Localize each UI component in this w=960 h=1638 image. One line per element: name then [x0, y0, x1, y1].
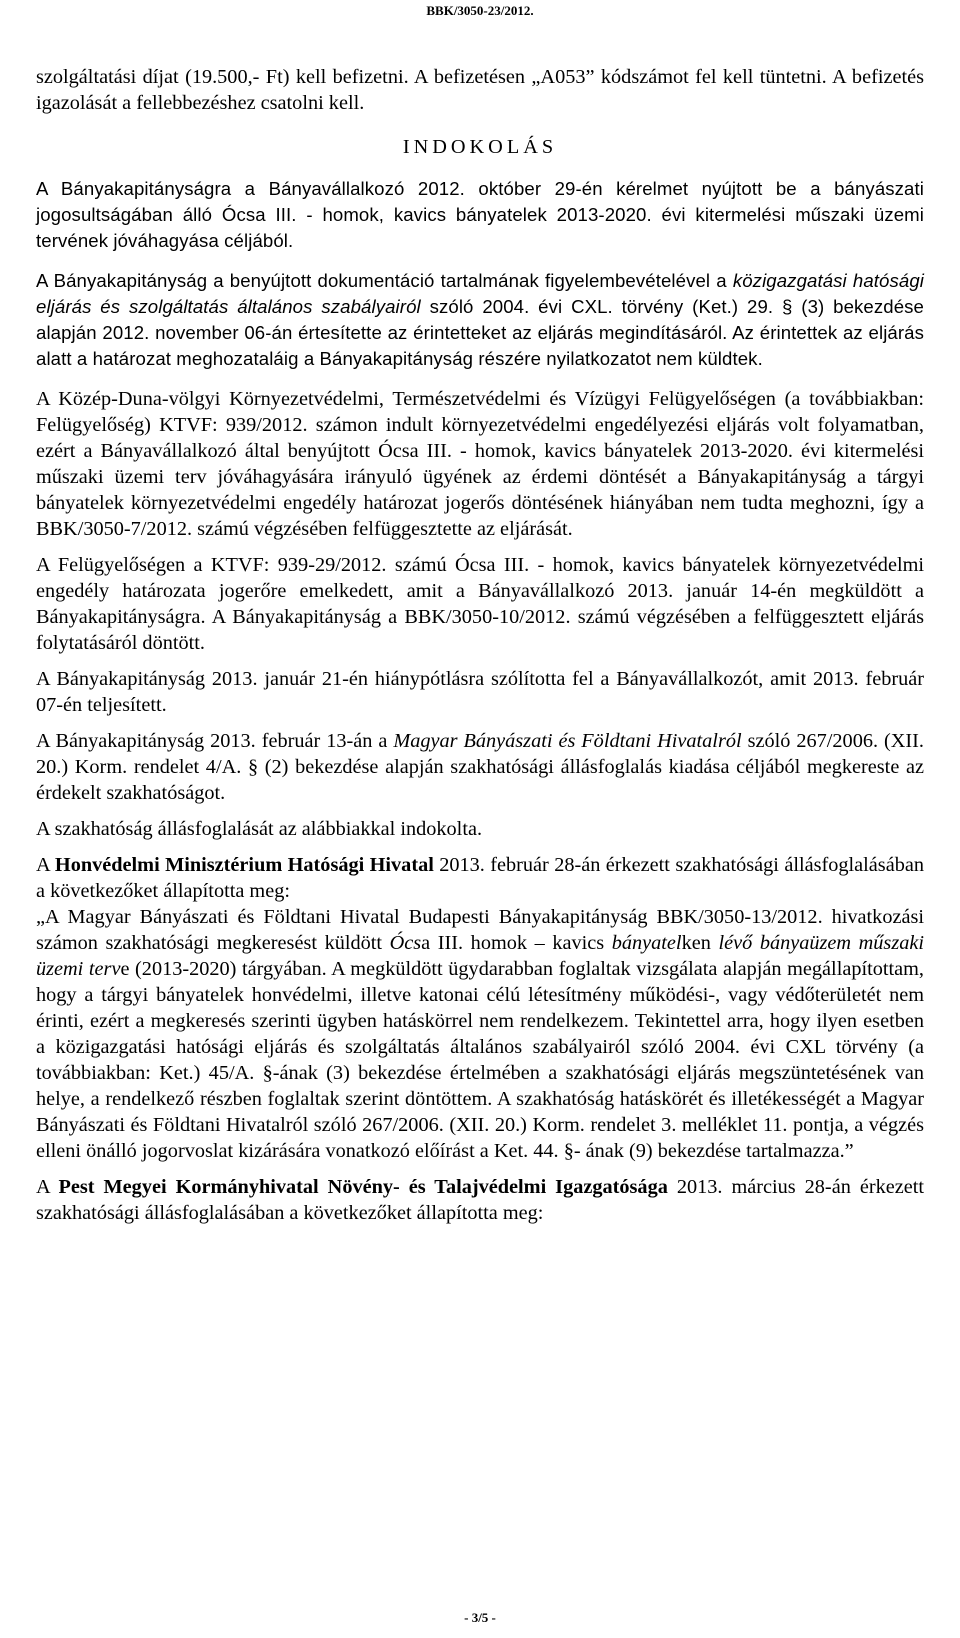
- reasoning-intro-paragraph: A szakhatóság állásfoglalását az alábbiakkal indokolta.: [36, 818, 483, 840]
- document-reference-header: BBK/3050-23/2012.: [426, 3, 534, 18]
- permit-paragraph: A Felügyelőségen a KTVF: 939-29/2012. számú Ócsa III. - homok, kavics bányatelek környezetvédelmi engedély határozata jogerőre emelkedett, amit a Bányavállalkozó 2013. január 14-én megküldött a Bányakapitányságra. A Bányakapitányság a BBK/3050-10/2012. számú végzésében a felfüggesztett eljárás folytatásáról döntött.: [36, 554, 924, 654]
- request-paragraph: A Bányakapitányságra a Bányavállalkozó 2012. október 29-én kérelmet nyújtott be a bányászati jogosultságában álló Ócsa III. - homok, kavics bányatelek 2013-2020. évi kitermelési műszaki üzemi tervének jóváhagyása céljából.: [36, 178, 924, 251]
- authority-name-bold: Honvédelmi Minisztérium Hatósági Hivatal: [54, 854, 434, 876]
- text-run: A Bányakapitányság a benyújtott dokumentáció tartalmának figyelembevételével a: [36, 270, 733, 291]
- italic-run: lévő bányaüzem műszaki üzemi terv: [36, 932, 924, 980]
- authority-name-bold: Pest Megyei Kormányhivatal Növény- és Talajvédelmi Igazgatósága: [58, 1176, 668, 1198]
- text-run: szóló 267/2006. (XII. 20.) Korm. rendelet 4/A. § (2) bekezdése alapján szakhatósági állásfoglalás kiadása céljából megkereste az érdekelt szakhatóságot.: [36, 730, 924, 804]
- text-run: A: [36, 854, 55, 876]
- italic-run: bányatel: [611, 932, 682, 954]
- plant-protection-paragraph: [36, 1174, 924, 1226]
- italic-run: Ócs: [389, 932, 422, 954]
- text-run: 2013. február 28-án érkezett szakhatósági állásfoglalásában a következőket állapította meg:: [36, 854, 924, 902]
- text-run: a III. homok – kavics: [421, 932, 612, 954]
- procedure-paragraph: [36, 268, 924, 372]
- text-run: A Bányakapitányság 2013. február 13-án a: [36, 730, 394, 752]
- deficiency-paragraph: A Bányakapitányság 2013. január 21-én hiánypótlásra szólította fel a Bányavállalkozót, amit 2013. február 07-én teljesített.: [36, 668, 924, 716]
- page-number: - 3/5 -: [464, 1610, 496, 1625]
- text-run: „A Magyar Bányászati és Földtani Hivatal Budapesti Bányakapitányság BBK/3050-13/2012. hivatkozási számon szakhatósági megkeresést küldött: [36, 906, 924, 954]
- defense-ministry-paragraph: [36, 852, 924, 1164]
- document-body: [36, 64, 924, 1236]
- law-title-italic: közigazgatási hatósági eljárás és szolgáltatás általános szabályairól: [36, 270, 924, 317]
- text-run: 2013. március 28-án érkezett szakhatósági állásfoglalásában a következőket állapította meg:: [36, 1176, 924, 1224]
- section-title: INDOKOLÁS: [402, 136, 558, 158]
- text-run: e (2013-2020) tárgyában. A megküldött ügydarabban foglaltak vizsgálata alapján megállapítottam, hogy a tárgyi bányatelek honvédelmi, illetve katonai célú létesítmény működési-, vagy védőterületét nem érinti, ezért a megkeresés szerinti ügyben hatáskörrel nem rendelkezem. Tekintettel arra, hogy ilyen esetben a közigazgatási hatósági eljárás és szolgáltatás általános szabályairól szóló 2004. évi CXL törvény (a továbbiakban: Ket.) 45/A. §-ának (3) bekezdése értelmében a szakhatósági eljárás megszüntetésének van helye, a rendelkező részben foglaltak szerint döntöttem. A szakhatóság hatáskörét és illetékességét a Magyar Bányászati és Földtani Hivatalról szóló 267/2006. (XII. 20.) Korm. rendelet 3. melléklet 11. pontja, a végzés elleni önálló jogorvoslat kizárására vonatkozó előírást a Ket. 44. §- ának (9) bekezdése tartalmazza.”: [36, 958, 924, 1162]
- inspectorate-paragraph: A Közép-Duna-völgyi Környezetvédelmi, Természetvédelmi és Vízügyi Felügyelőségen (a továbbiakban: Felügyelőség) KTVF: 939/2012. számon indult környezetvédelmi engedélyezési eljárás volt folyamatban, ezért a Bányavállalkozó által benyújtott Ócsa III. - homok, kavics bányatelek 2013-2020. évi kitermelési műszaki üzemi terv jóváhagyására irányuló ügyének az érdemi döntését a Bányakapitányság a tárgyi bányatelek környezetvédelmi engedély határozat jogerős döntésének hiányában nem tudta meghozni, így a BBK/3050-7/2012. számú végzésében felfüggesztette az eljárását.: [36, 388, 924, 540]
- text-run: ken: [681, 932, 719, 954]
- text-run: A: [36, 1176, 59, 1198]
- fee-paragraph: szolgáltatási díjat (19.500,- Ft) kell befizetni. A befizetésen „A053” kódszámot fel kell tüntetni. A befizetés igazolását a fellebbezéshez csatolni kell.: [36, 66, 924, 114]
- office-name-italic: Magyar Bányászati és Földtani Hivatalról: [393, 730, 742, 752]
- text-run: szóló 2004. évi CXL. törvény (Ket.) 29. § (3) bekezdése alapján 2012. november 06-án értesítette az érintetteket az eljárás megindításáról. Az érintettek az eljárás alatt a határozat meghozataláig a Bányakapitányság részére nyilatkozatot nem küldtek.: [36, 296, 924, 369]
- authority-request-paragraph: [36, 728, 924, 806]
